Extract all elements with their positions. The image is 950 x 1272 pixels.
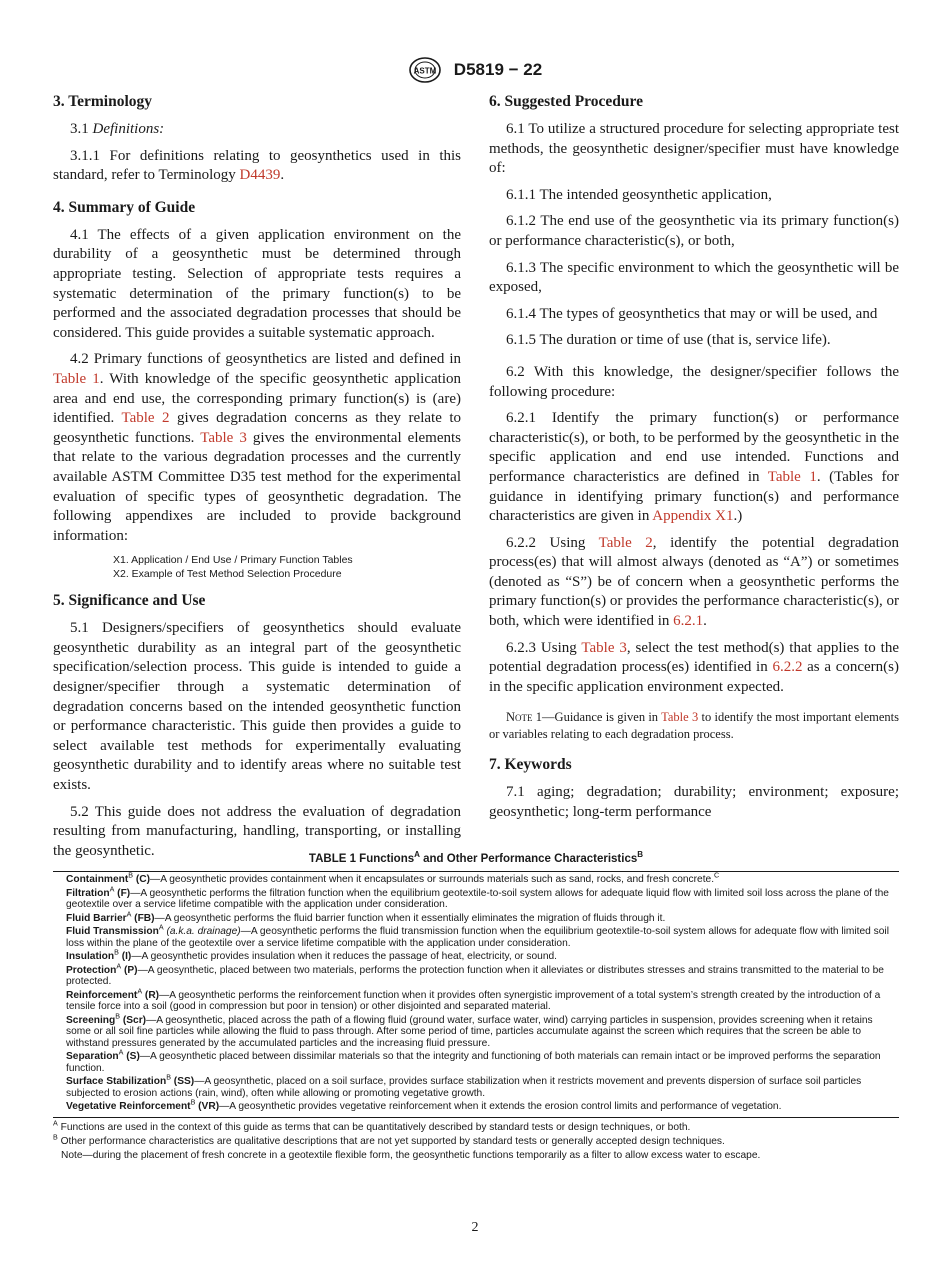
- para-6-2-3: 6.2.3 Using Table 3, select the test method(s) that applies to the potential degradation process(es) identified in 6.2.2 as a concern(s) in the specific application environment expected.: [489, 639, 899, 695]
- table-row: Protection$^A$ (P)—A geosynthetic, placed between two materials, performs the protection function when it alleviates or distributes stresses and strains transmitted to the material to be protected.: [66, 962, 884, 987]
- link-table-3[interactable]: Table 3: [581, 639, 627, 656]
- table-row: Containment$^B$ (C)—A geosynthetic provides containment when it encapsulates or surrounds materials such as sand, rocks, and fresh concrete.$^C$: [66, 871, 720, 885]
- page-number: 2: [471, 1220, 479, 1235]
- section-3-heading: 3. Terminology: [53, 93, 153, 110]
- table-row: Insulation$^B$ (I)—A geosynthetic provides insulation when it reduces the passage of heat, electricity, or sound.: [66, 948, 557, 962]
- table-row: Separation$^A$ (S)—A geosynthetic placed between dissimilar materials so that the integrity and functioning of both materials can remain intact or be improved performs the separation function.: [66, 1048, 881, 1074]
- para-6-1-2: 6.1.2 The end use of the geosynthetic via its primary function(s) or performance characteristic(s), or both,: [489, 213, 899, 249]
- para-6-2-2: 6.2.2 Using Table 2, identify the potential degradation process(es) that will almost always (denoted as “A”) or sometimes (denoted as “S”) be of concern when a geosynthetic performs the primary function(s) or provides the performance characteristic(s), or both, which were identified in 6.2.1.: [489, 534, 899, 630]
- para-4-2: 4.2 Primary functions of geosynthetics are listed and defined in Table 1. With knowledge of the specific geosynthetic application area and end use, the corresponding primary function(s) is (are) identified. Table 2 gives degradation concerns as they relate to geosynthetic functions. Table 3 gives the environmental elements that relate to the various degradation processes and the currently available ASTM Committee D35 test method for the experimental evaluation of specific types of geosynthetic degradation. The following appendixes are included to provide background information:: [53, 351, 461, 544]
- para-6-2: 6.2 With this knowledge, the designer/specifier follows the following procedure:: [489, 363, 899, 400]
- note-1: Note 1—Guidance is given in Table 3 to identify the most important elements or variables relating to each degradation process.: [489, 710, 900, 742]
- astm-logo-icon: [408, 56, 442, 84]
- appendix-list: [113, 553, 461, 581]
- link-table-3[interactable]: Table 3: [661, 710, 699, 725]
- link-6-2-2[interactable]: 6.2.2: [772, 659, 803, 676]
- footnote-note: Note—during the placement of fresh concrete in a geotextile flexible form, the geosynthetic functions temporarily as a filter to allow excess water to escape.: [61, 1149, 761, 1161]
- footnote-a: $^A$ Functions are used in the context of this guide as terms that can be quantitatively described by standard tests or design techniques, or both.: [53, 1119, 691, 1133]
- table-row: Surface Stabilization$^B$ (SS)—A geosynthetic, placed on a soil surface, provides surface stabilization when it restricts movement and prevents dispersion of surface soil particles subjected to erosion actions (rain, wind), often while allowing or promoting vegetative growth.: [66, 1073, 862, 1099]
- appendix-x2: X2. Example of Test Method Selection Procedure: [113, 568, 342, 581]
- section-7-heading: 7. Keywords: [489, 756, 572, 774]
- link-table-3[interactable]: Table 3: [200, 429, 247, 446]
- footnote-b: $^B$ Other performance characteristics are qualitative descriptions that are not yet supported by standard tests or generally accepted design techniques.: [53, 1133, 725, 1147]
- link-6-2-1[interactable]: 6.2.1: [673, 613, 704, 630]
- right-column: [489, 92, 899, 830]
- table-bottom-rule: [53, 1117, 899, 1118]
- para-6-2-1: 6.2.1 Identify the primary function(s) or performance characteristic(s), or both, to be performed by the geosynthetic in the specific application and end use intended. Functions and performance characteristics are defined in Table 1. (Tables for guidance in identifying primary function(s) and performance characteristics are given in Appendix X1.): [489, 410, 900, 525]
- para-6-1-3: 6.1.3 The specific environment to which the geosynthetic will be exposed,: [489, 259, 899, 296]
- para-6-1-4: 6.1.4 The types of geosynthetics that may or will be used, and: [506, 305, 878, 322]
- table-row: Fluid Transmission$^A$ (a.k.a. drainage)—A geosynthetic performs the fluid transmission function when the equilibrium geotextile-to-soil system allows for adequate flow with limited soil loss within the plane of the geotextile over a service lifetime compatible with the application under consideration.: [66, 923, 889, 949]
- table-row: Reinforcement$^A$ (R)—A geosynthetic performs the reinforcement function when it provides often synergistic improvement of a total system’s strength created by the introduction of a tensile force into a soil (good in compression but poor in tension) or other disjointed and separated material.: [66, 987, 881, 1012]
- para-6-1: 6.1 To utilize a structured procedure for selecting appropriate test methods, the geosynthetic designer/specifier must have knowledge of:: [489, 121, 899, 177]
- link-appendix-x1[interactable]: Appendix X1: [652, 508, 734, 525]
- svg-text:ASTM: ASTM: [413, 66, 437, 76]
- para-5-2: 5.2 This guide does not address the evaluation of degradation resulting from manufacturing, handling, transporting, or installing the geosynthetic.: [53, 803, 461, 859]
- para-5-1: 5.1 Designers/specifiers of geosynthetics should evaluate geosynthetic durability as an integral part of the geosynthetic specification/selection process. This guide is intended to guide a designer/specifier through a systematic determination of degradation concerns based on the intended geosynthetic function or performance characteristic. This guide then provides a guide to select available test methods for experimentally evaluating geosynthetic durability and to identify areas where no suitable test exists.: [53, 620, 461, 794]
- section-6-heading: 6. Suggested Procedure: [489, 93, 643, 110]
- link-table-1[interactable]: Table 1: [53, 370, 100, 387]
- table-row: Fluid Barrier$^A$ (FB)—A geosynthetic performs the fluid barrier function when it essentially eliminates the migration of fluids through it.: [66, 910, 666, 924]
- table-1-body: [53, 872, 899, 1117]
- para-6-1-1: 6.1.1 The intended geosynthetic application,: [506, 186, 772, 203]
- section-5-heading: 5. Significance and Use: [53, 592, 206, 610]
- para-7-1: 7.1 aging; degradation; durability; environment; exposure; geosynthetic; long-term performance: [489, 784, 899, 821]
- table-row: Vegetative Reinforcement$^B$ (VR)—A geosynthetic provides vegetative reinforcement when it extends the erosion control limits and performance of vegetation.: [66, 1098, 782, 1112]
- table-1-title: TABLE 1 Functions$^A$ and Other Performance Characteristics$^B$: [308, 850, 644, 865]
- table-1: [53, 852, 899, 1162]
- table-row: Filtration$^A$ (F)—A geosynthetic performs the filtration function when the equilibrium geotextile-to-soil system allows for adequate liquid flow with limited soil loss across the plane of the geotextile over a service lifetime compatible with the application under consideration.: [66, 885, 889, 910]
- left-column: [53, 92, 461, 868]
- appendix-x1: X1. Application / End Use / Primary Function Tables: [113, 554, 353, 567]
- para-4-1: 4.1 The effects of a given application environment on the durability of a geosynthetic must be determined through appropriate testing. Selection of appropriate tests requires a systematic determination of the primary function(s) to be performed and the associated degradation processes that should be considered. This guide provides a suitable systematic approach.: [53, 226, 461, 341]
- para-3-1-1: 3.1.1 For definitions relating to geosynthetics used in this standard, refer to Terminology D4439.: [53, 147, 461, 184]
- para-6-1-5: 6.1.5 The duration or time of use (that is, service life).: [506, 332, 831, 349]
- link-table-1[interactable]: Table 1: [767, 468, 817, 485]
- page-header: [0, 56, 950, 84]
- para-3-1: 3.1 Definitions:: [70, 121, 165, 137]
- standard-designation: D5819 − 22: [453, 60, 543, 79]
- table-row: Screening$^B$ (Scr)—A geosynthetic, placed across the path of a flowing fluid (ground water, surface water, wind) carrying particles in suspension, provides screening when it retains some or all soil fine particles while allowing the fluid to pass through. After some period of time, particles accumulate against the screen which requires that the screen be able to withstand pressures generated by the accumulated particles and the increasing fluid pressure.: [66, 1012, 873, 1049]
- link-table-2[interactable]: Table 2: [121, 410, 170, 427]
- link-d4439[interactable]: D4439: [239, 167, 281, 184]
- link-table-2[interactable]: Table 2: [598, 534, 653, 551]
- section-4-heading: 4. Summary of Guide: [53, 198, 196, 216]
